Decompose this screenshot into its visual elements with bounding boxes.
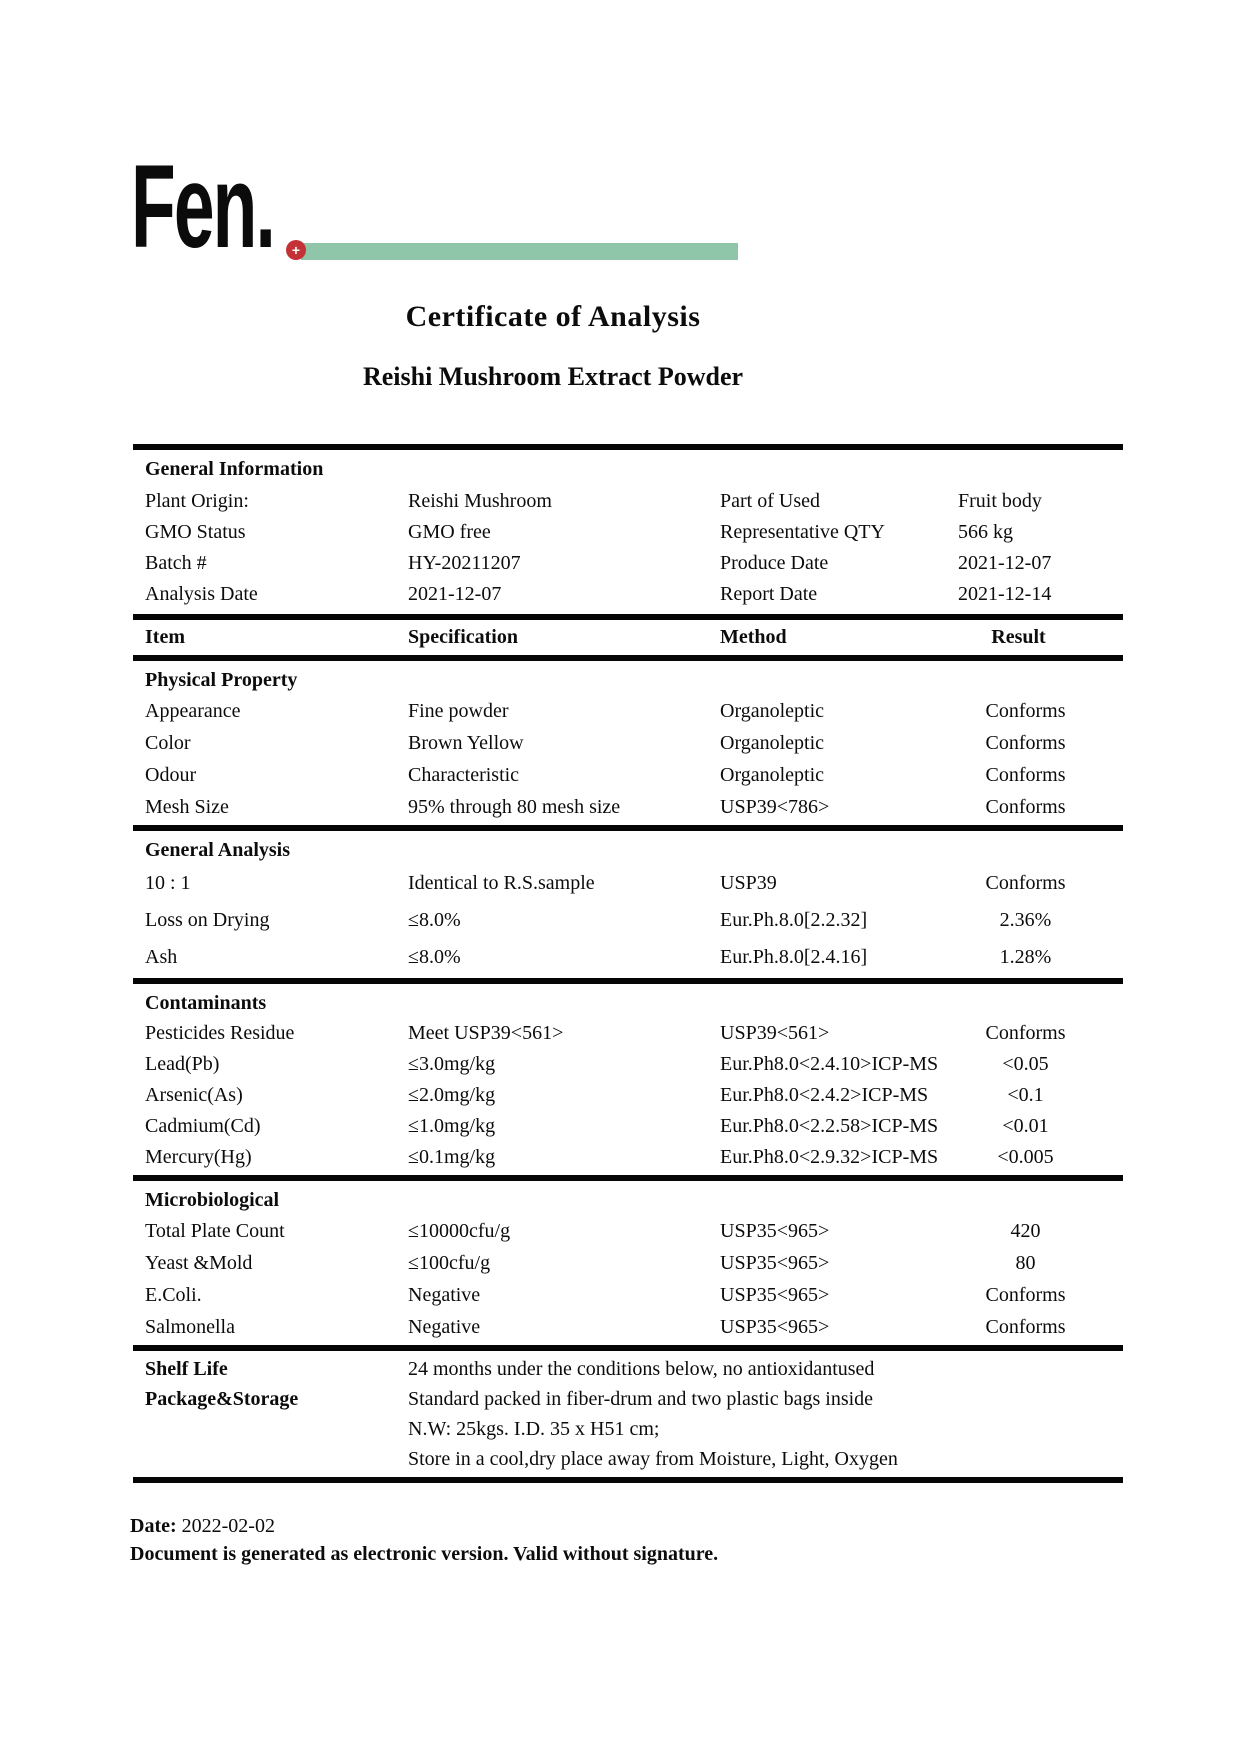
table-row bbox=[133, 579, 1123, 610]
method-cell: USP39<561> bbox=[720, 1022, 830, 1044]
item-cell: Color bbox=[145, 731, 191, 754]
method-cell: Eur.Ph8.0<2.4.10>ICP-MS bbox=[720, 1053, 939, 1075]
method-cell: Eur.Ph.8.0[2.2.32] bbox=[720, 909, 868, 931]
storage-block bbox=[133, 1351, 1123, 1477]
microbiological-block bbox=[133, 1215, 1123, 1345]
result-cell: Conforms bbox=[985, 1283, 1066, 1306]
table-row bbox=[133, 791, 1123, 823]
date-value: 2022-02-02 bbox=[181, 1515, 275, 1537]
physical-property-block bbox=[133, 695, 1123, 825]
table-row bbox=[133, 548, 1123, 579]
specification-cell: ≤3.0mg/kg bbox=[408, 1053, 496, 1075]
info-label: Produce Date bbox=[720, 552, 829, 574]
item-cell: Loss on Drying bbox=[145, 909, 270, 931]
column-header-result: Result bbox=[991, 626, 1046, 648]
column-header-item: Item bbox=[145, 626, 185, 648]
item-cell: Total Plate Count bbox=[145, 1219, 285, 1242]
table-row bbox=[133, 1384, 1123, 1414]
info-label: Report Date bbox=[720, 583, 818, 605]
table-row bbox=[133, 727, 1123, 759]
result-cell: <0.05 bbox=[1002, 1053, 1049, 1075]
result-cell: Conforms bbox=[985, 1315, 1066, 1338]
info-value: HY-20211207 bbox=[408, 552, 521, 574]
method-cell: USP35<965> bbox=[720, 1315, 830, 1338]
method-cell: Organoleptic bbox=[720, 731, 825, 754]
method-cell: USP35<965> bbox=[720, 1251, 830, 1274]
info-value: 2021-12-07 bbox=[408, 583, 502, 605]
result-cell: Conforms bbox=[985, 699, 1066, 722]
result-cell: <0.1 bbox=[1007, 1084, 1044, 1106]
info-value: 566 kg bbox=[958, 521, 1013, 543]
method-cell: USP35<965> bbox=[720, 1283, 830, 1306]
result-cell: Conforms bbox=[985, 1022, 1066, 1044]
table-row bbox=[133, 1215, 1123, 1247]
info-label: Plant Origin: bbox=[145, 490, 249, 512]
column-header-row bbox=[133, 620, 1123, 655]
table-row bbox=[133, 695, 1123, 727]
specification-cell: ≤1.0mg/kg bbox=[408, 1115, 496, 1137]
section-heading-contaminants: Contaminants bbox=[145, 992, 267, 1014]
contaminants-block bbox=[133, 1018, 1123, 1175]
coa-table bbox=[133, 444, 1123, 1483]
item-cell: Odour bbox=[145, 763, 197, 786]
storage-text: Standard packed in fiber-drum and two plastic bags inside bbox=[408, 1387, 874, 1410]
table-row bbox=[133, 902, 1123, 939]
storage-text: Store in a cool,dry place away from Moisture, Light, Oxygen bbox=[408, 1447, 898, 1470]
date-label: Date: bbox=[130, 1515, 177, 1537]
info-value: 2021-12-07 bbox=[958, 552, 1052, 574]
table-row bbox=[133, 1080, 1123, 1111]
specification-cell: ≤8.0% bbox=[408, 946, 461, 968]
specification-cell: ≤0.1mg/kg bbox=[408, 1146, 496, 1168]
storage-label: Shelf Life bbox=[145, 1357, 228, 1380]
result-cell: 420 bbox=[1010, 1219, 1041, 1242]
item-cell: E.Coli. bbox=[145, 1283, 202, 1306]
specification-cell: Fine powder bbox=[408, 699, 509, 722]
section-heading-microbiological: Microbiological bbox=[145, 1189, 280, 1211]
specification-cell: Meet USP39<561> bbox=[408, 1022, 564, 1044]
logo-plus-icon: + bbox=[286, 240, 306, 260]
fen-logo: Fen. bbox=[131, 141, 274, 273]
result-cell: <0.01 bbox=[1002, 1115, 1049, 1137]
item-cell: Mercury(Hg) bbox=[145, 1146, 252, 1168]
item-cell: Lead(Pb) bbox=[145, 1053, 220, 1075]
info-label: Part of Used bbox=[720, 490, 820, 512]
info-label: Analysis Date bbox=[145, 583, 258, 605]
result-cell: 80 bbox=[1015, 1251, 1036, 1274]
table-row bbox=[133, 486, 1123, 517]
section-heading-general-analysis: General Analysis bbox=[145, 839, 291, 861]
logo-green-bar bbox=[301, 243, 738, 260]
result-cell: <0.005 bbox=[997, 1146, 1054, 1168]
method-cell: USP39<786> bbox=[720, 795, 830, 818]
specification-cell: Identical to R.S.sample bbox=[408, 872, 595, 894]
info-value: GMO free bbox=[408, 521, 491, 543]
storage-label: Package&Storage bbox=[145, 1387, 299, 1410]
item-cell: Salmonella bbox=[145, 1315, 235, 1338]
item-cell: Cadmium(Cd) bbox=[145, 1115, 261, 1137]
item-cell: Arsenic(As) bbox=[145, 1084, 243, 1106]
specification-cell: Characteristic bbox=[408, 763, 520, 786]
method-cell: Organoleptic bbox=[720, 699, 825, 722]
result-cell: Conforms bbox=[985, 731, 1066, 754]
method-cell: Organoleptic bbox=[720, 763, 825, 786]
method-cell: Eur.Ph8.0<2.9.32>ICP-MS bbox=[720, 1146, 939, 1168]
page-title: Certificate of Analysis bbox=[405, 300, 701, 333]
section-heading-physical-property: Physical Property bbox=[145, 669, 298, 691]
table-row bbox=[133, 1279, 1123, 1311]
table-row bbox=[133, 1142, 1123, 1173]
general-analysis-block bbox=[133, 865, 1123, 978]
info-value: 2021-12-14 bbox=[958, 583, 1052, 605]
method-cell: USP39 bbox=[720, 872, 777, 894]
method-cell: Eur.Ph8.0<2.4.2>ICP-MS bbox=[720, 1084, 929, 1106]
table-row bbox=[133, 1111, 1123, 1142]
specification-cell: Brown Yellow bbox=[408, 731, 524, 754]
specification-cell: ≤10000cfu/g bbox=[408, 1219, 511, 1242]
table-row bbox=[133, 517, 1123, 548]
specification-cell: ≤8.0% bbox=[408, 909, 461, 931]
column-header-method: Method bbox=[720, 626, 787, 648]
specification-cell: ≤100cfu/g bbox=[408, 1251, 491, 1274]
item-cell: Mesh Size bbox=[145, 795, 229, 818]
table-row bbox=[133, 939, 1123, 976]
item-cell: Ash bbox=[145, 946, 178, 968]
result-cell: 2.36% bbox=[999, 909, 1052, 931]
validity-note: Document is generated as electronic version. Valid without signature. bbox=[130, 1543, 719, 1565]
item-cell: Yeast &Mold bbox=[145, 1251, 253, 1274]
table-row bbox=[133, 1414, 1123, 1444]
info-label: Batch # bbox=[145, 552, 207, 574]
result-cell: Conforms bbox=[985, 763, 1066, 786]
info-label: GMO Status bbox=[145, 521, 246, 543]
info-value: Fruit body bbox=[958, 490, 1042, 512]
specification-cell: Negative bbox=[408, 1283, 481, 1306]
storage-text: N.W: 25kgs. I.D. 35 x H51 cm; bbox=[408, 1417, 660, 1440]
divider bbox=[133, 1477, 1123, 1483]
specification-cell: ≤2.0mg/kg bbox=[408, 1084, 496, 1106]
info-value: Reishi Mushroom bbox=[408, 490, 552, 512]
product-name: Reishi Mushroom Extract Powder bbox=[362, 362, 744, 391]
date-line bbox=[130, 1512, 718, 1540]
table-row bbox=[133, 759, 1123, 791]
table-row bbox=[133, 1247, 1123, 1279]
info-label: Representative QTY bbox=[720, 521, 885, 543]
table-row bbox=[133, 1444, 1123, 1474]
item-cell: Pesticides Residue bbox=[145, 1022, 295, 1044]
table-row bbox=[133, 1354, 1123, 1384]
result-cell: Conforms bbox=[985, 795, 1066, 818]
method-cell: USP35<965> bbox=[720, 1219, 830, 1242]
table-row bbox=[133, 1311, 1123, 1343]
storage-text: 24 months under the conditions below, no antioxidantused bbox=[408, 1357, 875, 1380]
column-header-specification: Specification bbox=[408, 626, 518, 648]
table-row bbox=[133, 1049, 1123, 1080]
method-cell: Eur.Ph.8.0[2.4.16] bbox=[720, 946, 868, 968]
footer bbox=[130, 1512, 718, 1568]
result-cell: Conforms bbox=[985, 872, 1066, 894]
item-cell: 10 : 1 bbox=[145, 872, 191, 894]
result-cell: 1.28% bbox=[999, 946, 1052, 968]
specification-cell: 95% through 80 mesh size bbox=[408, 795, 621, 818]
general-information-block bbox=[133, 484, 1123, 614]
method-cell: Eur.Ph8.0<2.2.58>ICP-MS bbox=[720, 1115, 939, 1137]
specification-cell: Negative bbox=[408, 1315, 481, 1338]
section-heading-general-information: General Information bbox=[145, 458, 324, 480]
table-row bbox=[133, 865, 1123, 902]
table-row bbox=[133, 1018, 1123, 1049]
item-cell: Appearance bbox=[145, 699, 241, 722]
